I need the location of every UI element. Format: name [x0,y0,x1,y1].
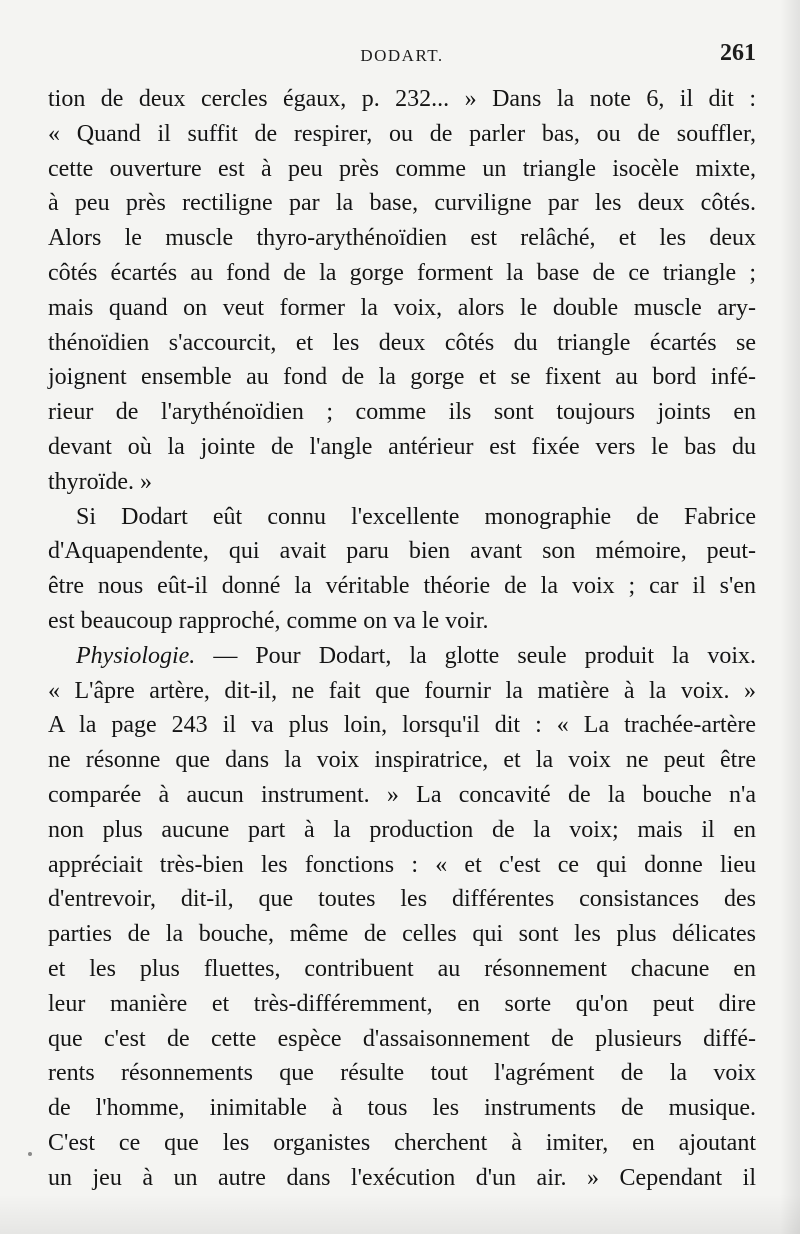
body-text [48,82,756,1196]
page-number: 261 [720,40,756,66]
text-line-20: ne résonne que dans la voix inspiratrice, et la voix ne peut être [48,747,756,774]
page-shadow-right [780,0,800,1234]
stray-ink-mark [28,1152,32,1156]
text-line-12: thyroïde. » [48,468,152,495]
text-line-24: d'entrevoir, dit-il, que toutes les différentes consistances des [48,886,756,913]
running-head: DODART. [360,46,444,65]
text-line-11: devant où la jointe de l'angle antérieur est fixée vers le bas du [48,433,756,460]
text-line-18: « L'âpre artère, dit-il, ne fait que fournir la matière à la voix. » [48,677,756,704]
text-line-2: « Quand il suffit de respirer, ou de parler bas, ou de souffler, [48,120,756,147]
page-header [48,38,756,78]
text-line-14: d'Aquapendente, qui avait paru bien avant son mémoire, peut- [48,538,756,565]
text-line-4: à peu près rectiligne par la base, curviligne par les deux côtés. [48,190,756,217]
text-line-16: est beaucoup rapproché, comme on va le voir. [48,607,489,634]
text-line-10: rieur de l'arythénoïdien ; comme ils sont toujours joints en [48,399,756,426]
text-line-21: comparée à aucun instrument. » La concavité de la bouche n'a [48,781,756,808]
text-line-27: leur manière et très-différemment, en sorte qu'on peut dire [48,990,756,1017]
section-label-physiologie: Physiologie. [76,642,196,669]
text-line-5: Alors le muscle thyro-arythénoïdien est relâché, et les deux [48,225,756,252]
text-line-26: et les plus fluettes, contribuent au résonnement chacune en [48,955,756,982]
text-line-22: non plus aucune part à la production de la voix; mais il en [48,816,756,843]
text-line-19: A la page 243 il va plus loin, lorsqu'il dit : « La trachée-artère [48,712,756,739]
text-line-28: que c'est de cette espèce d'assaisonnement de plusieurs diffé- [48,1025,756,1052]
text-line-8: thénoïdien s'accourcit, et les deux côtés du triangle écartés se [48,329,756,356]
text-line-15: être nous eût-il donné la véritable théorie de la voix ; car il s'en [48,573,756,600]
text-line-31: C'est ce que les organistes cherchent à imiter, en ajoutant [48,1129,756,1156]
text-line-25: parties de la bouche, même de celles qui sont les plus délicates [48,921,756,948]
text-line-17-rest: — Pour Dodart, la glotte seule produit la voix. [213,642,757,669]
page-shadow-bottom [0,1194,800,1234]
text-line-3: cette ouverture est à peu près comme un triangle isocèle mixte, [48,155,756,182]
text-line-9: joignent ensemble au fond de la gorge et se fixent au bord infé- [48,364,756,391]
text-line-17 [48,639,756,674]
text-line-1: tion de deux cercles égaux, p. 232... » Dans la note 6, il dit : [48,86,756,112]
text-line-30: de l'homme, inimitable à tous les instruments de musique. [48,1095,756,1122]
text-line-13: Si Dodart eût connu l'excellente monographie de Fabrice [76,503,756,530]
text-line-29: rents résonnements que résulte tout l'agrément de la voix [48,1060,756,1087]
text-line-7: mais quand on veut former la voix, alors le double muscle ary- [48,294,756,321]
text-line-23: appréciait très-bien les fonctions : « et c'est ce qui donne lieu [48,851,756,878]
text-line-6: côtés écartés au fond de la gorge forment la base de ce triangle ; [48,259,756,286]
text-line-32: un jeu à un autre dans l'exécution d'un air. » Cependant il [48,1164,756,1191]
